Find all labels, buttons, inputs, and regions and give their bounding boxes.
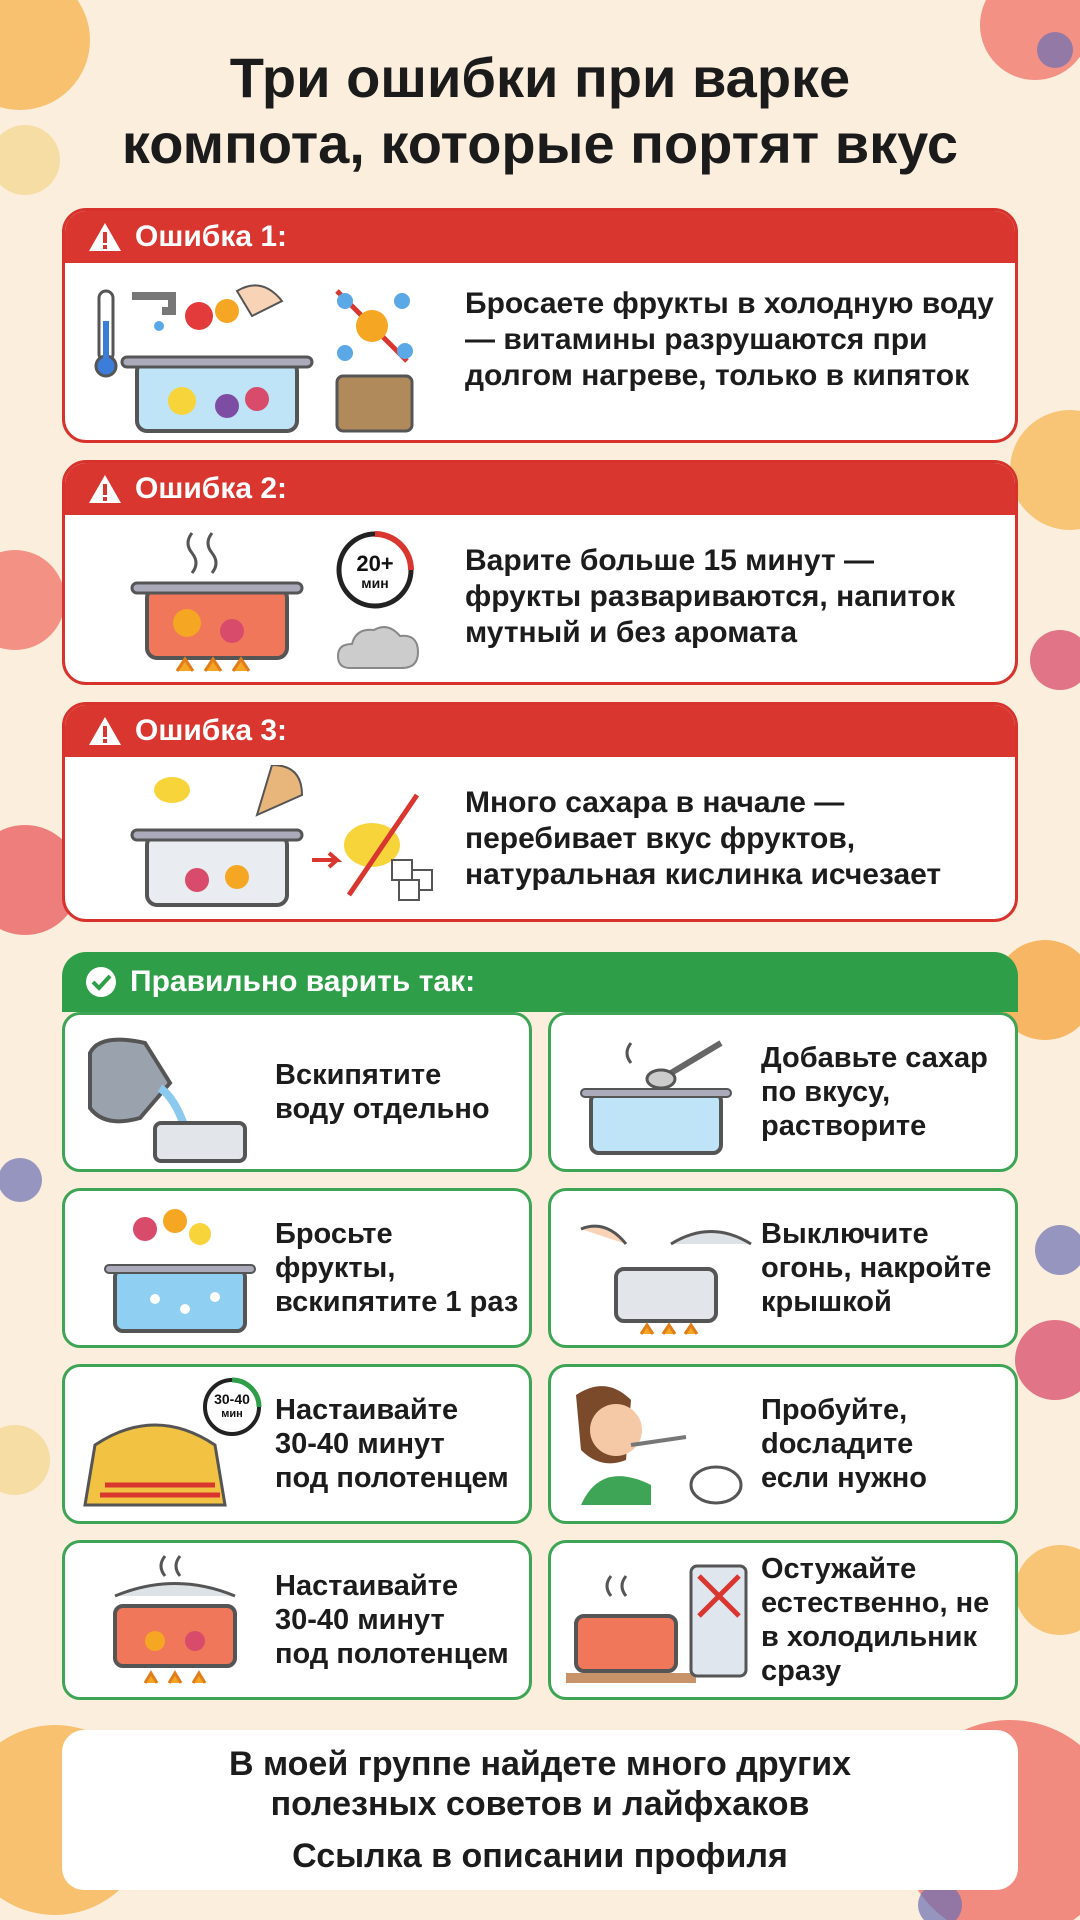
mistake-label-3: Ошибка 3: [135, 714, 288, 747]
footer-banner [62, 1730, 1018, 1890]
check-circle-icon [84, 965, 118, 999]
tip-card-3 [62, 1188, 532, 1348]
kettle-icon [75, 1023, 275, 1163]
tip-text-8: Остужайте естественно, не в холодильник сразу [761, 1553, 990, 1687]
footer-line2: Ссылка в описании профиля [292, 1837, 788, 1875]
tip-text-7: Настаивайте 30-40 минут под полотенцем [275, 1570, 509, 1670]
timer-unit: мин [221, 1408, 243, 1420]
tip-card-1 [62, 1012, 532, 1172]
tip-text-2: Добавьте сахар по вкусу, растворите [761, 1042, 988, 1142]
mistake-header-2 [65, 463, 1015, 515]
tip-text-4: Выключите огонь, накройте крышкой [761, 1218, 992, 1318]
mistake-card-1 [62, 208, 1018, 443]
tip-text-6: Пробуйте, dосладите если нужно [761, 1394, 927, 1494]
mistake-text-1: Бросаете фрукты в холодную воду — витамины разрушаются при долгом нагреве, только в кипяток [465, 287, 994, 392]
timer-value: 20+ [356, 551, 394, 576]
timer-value: 30-40 [214, 1391, 250, 1407]
footer-line1: В моей группе найдете много других полезных советов и лайфхаков [228, 1745, 852, 1823]
tip-card-4 [548, 1188, 1018, 1348]
pot-spoon-icon [561, 1023, 761, 1163]
sugar-pot-icon [87, 765, 447, 920]
tip-card-6 [548, 1364, 1018, 1524]
tip-text-1: Вскипятите воду отдельно [275, 1059, 490, 1125]
warning-icon [87, 473, 123, 505]
mistake-card-2 [62, 460, 1018, 685]
fruit-pot-icon [75, 1199, 275, 1339]
page-title: Три ошибки при варке компота, которые портят вкус [121, 46, 959, 175]
correct-header-label: Правильно варить так: [130, 965, 476, 998]
mistake-text-3: Много сахара в начале — перебивает вкус фруктов, натуральная кислинка исчезает [465, 786, 942, 891]
cold-water-pot-icon [87, 271, 447, 441]
tip-card-2 [548, 1012, 1018, 1172]
mistake-card-3 [62, 702, 1018, 922]
tip-card-7 [62, 1540, 532, 1700]
lid-pot-icon [561, 1199, 761, 1339]
boiling-pot-icon [87, 523, 337, 683]
mistake-header-3 [65, 705, 1015, 757]
warning-icon [87, 715, 123, 747]
timer-icon [200, 1375, 264, 1439]
mistake-label-2: Ошибка 2: [135, 472, 288, 505]
tip-text-5: Настаивайте 30-40 минут под полотенцем [275, 1394, 509, 1494]
mistake-text-2: Варите больше 15 минут — фрукты развариваются, напиток мутный и без аромата [465, 544, 956, 649]
steaming-pot-icon [75, 1551, 275, 1691]
mistake-label-1: Ошибка 1: [135, 220, 288, 253]
tip-card-8 [548, 1540, 1018, 1700]
tip-text-3: Бросьте фрукты, вскипятите 1 раз [275, 1218, 519, 1318]
warning-icon [87, 221, 123, 253]
correct-header [62, 952, 1018, 1012]
cloud-icon [335, 623, 425, 673]
tasting-person-icon [561, 1375, 761, 1515]
timer-unit: мин [361, 575, 389, 591]
mistake-header-1 [65, 211, 1015, 263]
pot-fridge-icon [561, 1551, 761, 1691]
tip-card-5 [62, 1364, 532, 1524]
